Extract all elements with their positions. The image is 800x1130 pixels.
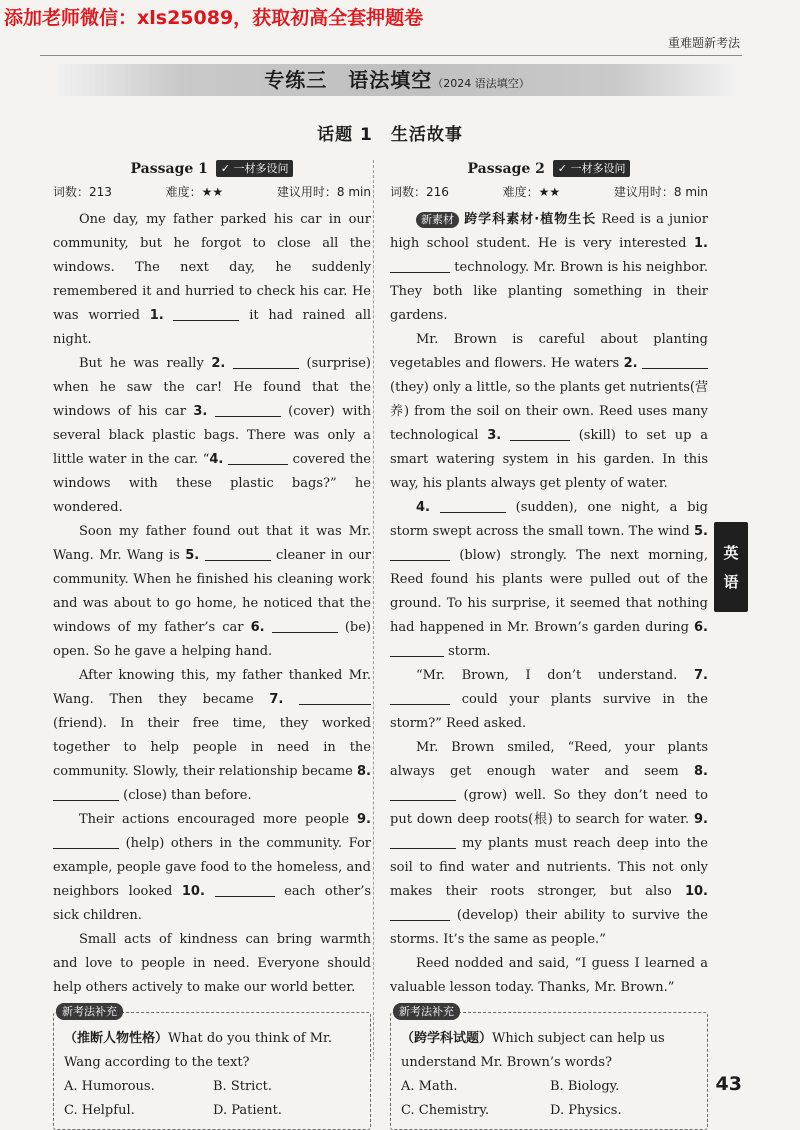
answer-blank[interactable]: [53, 786, 119, 801]
supplement-tag: 新考法补充: [56, 1003, 123, 1020]
header-divider: [40, 55, 742, 56]
paragraph: But he was really 2. (surprise) when he saw the car! He found that the windows of his car 3. (cover) with several black plastic bags. There was only a little water in the car. “4. covered the windows with these plastic bags?” he wondered.: [53, 356, 372, 515]
supplement-tag: 新考法补充: [393, 1003, 460, 1020]
paragraph: Mr. Brown is careful about planting vegetables and flowers. He waters 2. (they) only a little, so the plants get nutrients(营养) from the soil on their own. Reed uses many technological 3. (skill) to set up a smart watering system in his garden. In this way, his plants always get plenty of water.: [390, 332, 708, 491]
answer-blank[interactable]: [390, 690, 450, 705]
side-tab-char: 语: [723, 573, 739, 591]
suggested-time: 建议用时：8 min: [613, 185, 708, 199]
passage-2-header: [390, 158, 708, 180]
option-b[interactable]: B. Strict.: [213, 1079, 272, 1094]
watermark-text: 添加老师微信：xls25089，获取初高全套押题卷: [4, 7, 424, 29]
answer-options: [401, 1075, 699, 1123]
banner-subtitle: （2024 语法填空）: [432, 77, 530, 90]
paragraph: 新素材 跨学科素材·植物生长 Reed is a junior high school student. He is very interested 1. technology. Mr. Brown is his neighbor. They both like planting something in their gardens.: [390, 212, 708, 323]
difficulty: 难度：★★: [165, 185, 224, 199]
answer-blank[interactable]: [510, 426, 570, 441]
subject-side-tab: [714, 522, 748, 612]
option-a[interactable]: A. Humorous.: [64, 1079, 155, 1094]
word-count: 词数：213: [53, 185, 112, 199]
option-d[interactable]: D. Physics.: [550, 1103, 622, 1118]
passage-2-title: Passage 2: [467, 161, 545, 177]
answer-blank[interactable]: [272, 618, 338, 633]
option-a[interactable]: A. Math.: [401, 1079, 458, 1094]
answer-options: [64, 1075, 362, 1123]
paragraph: After knowing this, my father thanked Mr. Wang. Then they became 7. (friend). In their free time, they worked together to help people in need in the community. Slowly, their relationship became 8. (close) than before.: [53, 668, 371, 803]
paragraph: Their actions encouraged more people 9. (help) others in the community. For example, people gave food to the homeless, and neighbors looked 10. each other’s sick children.: [53, 812, 372, 923]
supplement-question: （推断人物性格）What do you think of Mr. Wang according to the text?: [64, 1031, 332, 1070]
paragraph: Small acts of kindness can bring warmth and love to people in need. Everyone should help others actively to make our world better.: [53, 932, 371, 995]
answer-blank[interactable]: [390, 906, 450, 921]
answer-blank[interactable]: [440, 498, 506, 513]
paragraph: Mr. Brown smiled, “Reed, your plants always get enough water and seem 8. (grow) well. So they don’t need to put down deep roots(根) to search for water. 9. my plants must reach deep into the soil to find water and nutrients. This not only makes their roots stronger, but also 10. (develop) their ability to survive the storms. It’s the same as people.”: [390, 740, 708, 947]
paragraph: One day, my father parked his car in our community, but he forgot to close all the windows. The next day, he suddenly remembered it and hurried to check his car. He was worried 1. it had rained all night.: [53, 212, 372, 347]
passage-2-meta: [390, 182, 708, 202]
option-d[interactable]: D. Patient.: [213, 1103, 282, 1118]
answer-blank[interactable]: [390, 786, 456, 801]
answer-blank[interactable]: [390, 642, 444, 657]
answer-blank[interactable]: [53, 834, 119, 849]
suggested-time: 建议用时：8 min: [276, 185, 371, 199]
answer-blank[interactable]: [228, 450, 288, 465]
multi-question-badge: ✓ 一材多设问: [553, 160, 631, 177]
answer-blank[interactable]: [299, 690, 371, 705]
passage-2-text: [390, 208, 708, 1000]
supplement-box: [53, 1005, 371, 1130]
paragraph: Soon my father found out that it was Mr. Wang. Mr. Wang is 5. cleaner in our community. When he finished his cleaning work and was about to go home, he noticed that the windows of my father’s car 6. (be) open. So he gave a helping hand.: [53, 524, 371, 659]
side-tab-char: 英: [723, 544, 739, 562]
answer-blank[interactable]: [390, 546, 450, 561]
paragraph: Reed nodded and said, “I guess I learned a valuable lesson today. Thanks, Mr. Brown.”: [390, 956, 708, 995]
passage-1-title: Passage 1: [130, 161, 208, 177]
answer-blank[interactable]: [642, 354, 708, 369]
banner-title: 专练三 语法填空: [264, 68, 433, 92]
passage-1-column: [53, 158, 371, 1130]
paragraph: 4. (sudden), one night, a big storm swept across the small town. The wind 5. (blow) strongly. The next morning, Reed found his plants were pulled out of the ground. To his surprise, it seemed that nothing had happened in Mr. Brown’s garden during 6. storm.: [390, 500, 708, 659]
option-c[interactable]: C. Helpful.: [64, 1103, 135, 1118]
answer-blank[interactable]: [390, 258, 450, 273]
column-divider: [373, 160, 374, 1060]
multi-question-badge: ✓ 一材多设问: [216, 160, 294, 177]
answer-blank[interactable]: [215, 402, 281, 417]
passage-1-header: [53, 158, 371, 180]
option-b[interactable]: B. Biology.: [550, 1079, 620, 1094]
material-topic: 跨学科素材·植物生长: [464, 212, 597, 227]
passage-1-meta: [53, 182, 371, 202]
exercise-banner: [58, 64, 736, 96]
topic-title: 话题 1 生活故事: [317, 125, 463, 145]
supplement-box: [390, 1005, 708, 1130]
supplement-question: （跨学科试题）Which subject can help us understand Mr. Brown’s words?: [401, 1031, 665, 1070]
answer-blank[interactable]: [390, 834, 456, 849]
new-material-tag: 新素材: [416, 212, 459, 228]
answer-blank[interactable]: [173, 306, 239, 321]
page-number: 43: [715, 1073, 742, 1095]
word-count: 词数：216: [390, 185, 449, 199]
section-header: 重难题新考法: [667, 36, 740, 50]
difficulty: 难度：★★: [502, 185, 561, 199]
passage-1-text: [53, 208, 371, 1000]
answer-blank[interactable]: [233, 354, 299, 369]
answer-blank[interactable]: [215, 882, 275, 897]
option-c[interactable]: C. Chemistry.: [401, 1103, 490, 1118]
paragraph: “Mr. Brown, I don’t understand. 7. could your plants survive in the storm?” Reed asked.: [390, 668, 708, 731]
answer-blank[interactable]: [205, 546, 271, 561]
passage-2-column: [390, 158, 708, 1130]
